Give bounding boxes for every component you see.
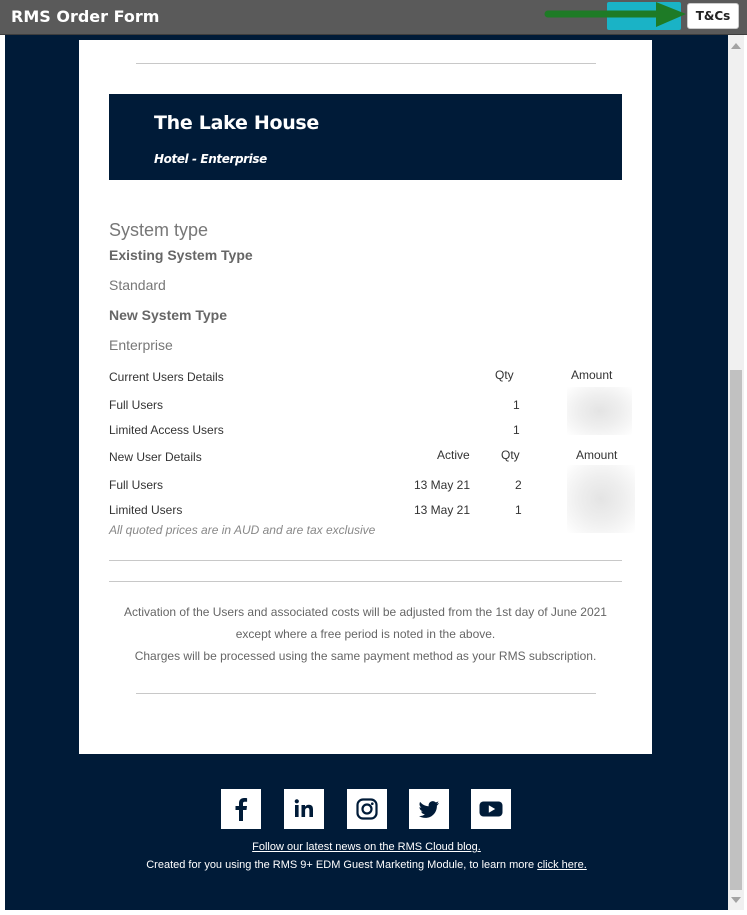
footer-credit-text: Created for you using the RMS 9+ EDM Guest Marketing Module, to learn more xyxy=(146,859,535,871)
existing-system-label: Existing System Type xyxy=(109,247,253,263)
blog-link[interactable] xyxy=(5,841,728,853)
current-row-label: Full Users xyxy=(109,398,164,412)
price-note: All quoted prices are in AUD and are tax exclusive xyxy=(109,523,376,537)
divider xyxy=(109,560,622,561)
title-bar xyxy=(0,0,747,35)
divider xyxy=(109,581,622,582)
window-border xyxy=(0,35,5,915)
divider xyxy=(136,693,596,694)
current-amount-header: Amount xyxy=(571,368,613,382)
new-qty-header: Qty xyxy=(501,448,520,462)
terms-conditions-button[interactable]: T&Cs xyxy=(687,3,739,29)
window-title: RMS Order Form xyxy=(11,7,160,26)
current-qty-header: Qty xyxy=(495,368,514,382)
property-banner xyxy=(109,94,622,180)
activation-text: except where a free period is noted in the above. xyxy=(235,627,496,641)
footer-credit xyxy=(5,859,728,871)
blog-link-text[interactable]: Follow our latest news on the RMS Cloud blog. xyxy=(252,841,481,853)
new-row-qty: 2 xyxy=(515,478,522,492)
order-card xyxy=(79,40,652,754)
new-system-label: New System Type xyxy=(109,307,228,323)
activation-text: Activation of the Users and associated costs will be adjusted from the 1st day of June 2021 xyxy=(124,605,607,619)
new-active-header: Active xyxy=(437,448,470,462)
redacted-amount xyxy=(567,387,632,435)
current-row-qty: 1 xyxy=(513,423,520,437)
vertical-scrollbar[interactable] xyxy=(728,35,744,911)
new-row-label: Limited Users xyxy=(109,503,183,517)
property-name: The Lake House xyxy=(154,112,320,134)
facebook-icon[interactable] xyxy=(221,789,261,829)
arrow-pointer-icon xyxy=(544,0,694,30)
click-here-link[interactable]: click here. xyxy=(537,859,587,871)
scrollbar-thumb[interactable] xyxy=(730,370,742,890)
new-users-heading: New User Details xyxy=(109,450,202,464)
new-row-label: Full Users xyxy=(109,478,164,492)
current-row-qty: 1 xyxy=(513,398,520,412)
activation-text: Charges will be processed using the same payment method as your RMS subscription. xyxy=(134,649,597,663)
divider xyxy=(136,63,596,64)
redacted-amount xyxy=(567,465,635,533)
youtube-icon[interactable] xyxy=(471,789,511,829)
new-system-value: Enterprise xyxy=(109,337,173,353)
current-row-label: Limited Access Users xyxy=(109,423,224,437)
new-row-qty: 1 xyxy=(515,503,522,517)
new-row-active: 13 May 21 xyxy=(414,503,471,517)
instagram-icon[interactable] xyxy=(347,789,387,829)
email-preview xyxy=(5,35,728,910)
existing-system-value: Standard xyxy=(109,277,166,293)
twitter-icon[interactable] xyxy=(409,789,449,829)
current-users-heading: Current Users Details xyxy=(109,370,224,384)
property-subtitle: Hotel - Enterprise xyxy=(154,152,267,166)
system-type-heading: System type xyxy=(109,220,209,240)
new-amount-header: Amount xyxy=(576,448,618,462)
linkedin-icon[interactable] xyxy=(284,789,324,829)
new-row-active: 13 May 21 xyxy=(414,478,471,492)
scroll-up-icon[interactable] xyxy=(731,43,741,49)
window-border xyxy=(0,910,747,915)
scroll-down-icon[interactable] xyxy=(731,897,741,903)
